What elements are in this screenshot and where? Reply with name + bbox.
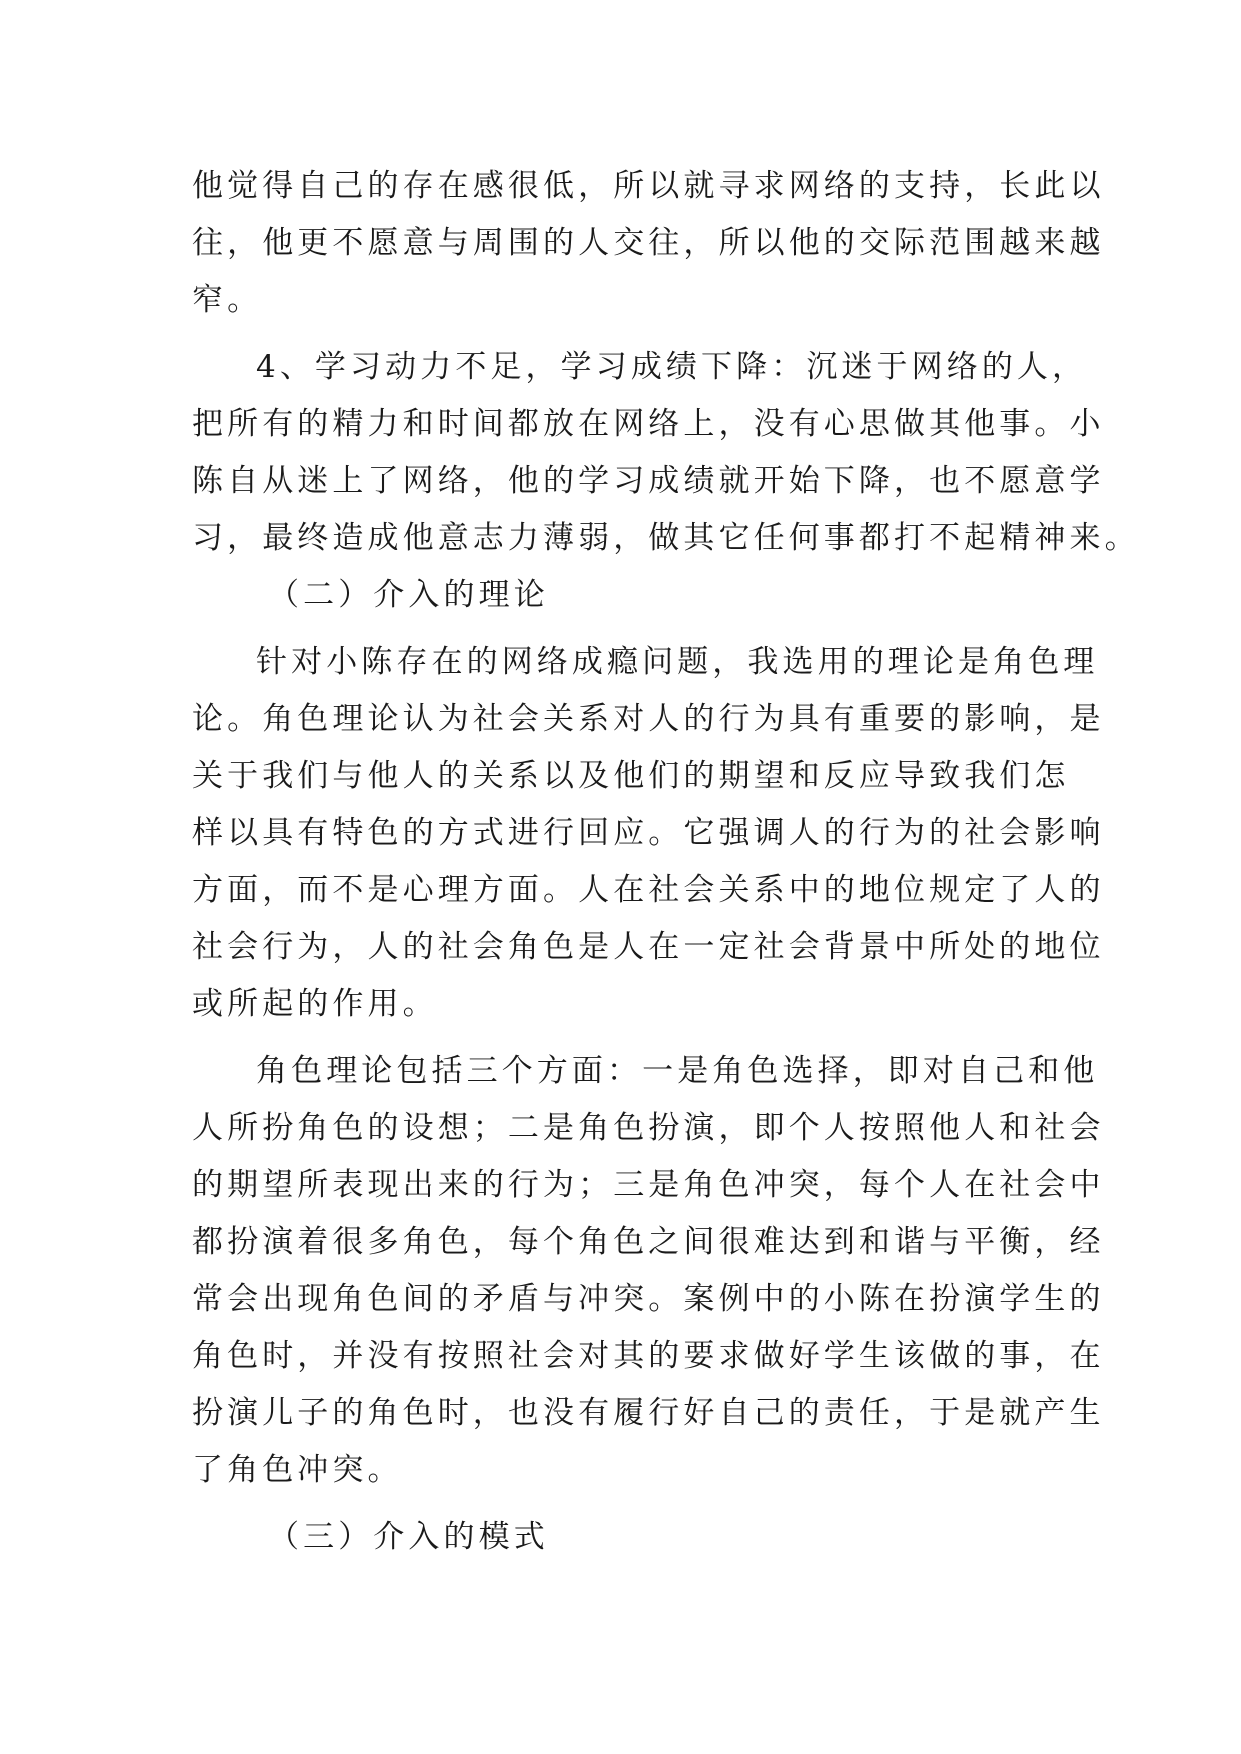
text-line: 或所起的作用。	[192, 986, 438, 1022]
text-line: 常会出现角色间的矛盾与冲突。案例中的小陈在扮演学生的	[192, 1281, 1105, 1317]
text-line: 关于我们与他人的关系以及他们的期望和反应导致我们怎	[192, 758, 1070, 794]
text-line: 人所扮角色的设想；二是角色扮演，即个人按照他人和社会	[192, 1110, 1105, 1146]
text-line: 的期望所表现出来的行为；三是角色冲突，每个人在社会中	[192, 1167, 1105, 1203]
text-line: 扮演儿子的角色时，也没有履行好自己的责任，于是就产生	[192, 1395, 1105, 1431]
text-line: 了角色冲突。	[192, 1452, 403, 1488]
text-line: 把所有的精力和时间都放在网络上，没有心思做其他事。小	[192, 406, 1105, 442]
paragraph-first-line: 角色理论包括三个方面：一是角色选择，即对自己和他	[256, 1053, 1099, 1089]
section-heading: （二）介入的理论	[268, 577, 549, 613]
text-line: 论。角色理论认为社会关系对人的行为具有重要的影响，是	[192, 701, 1105, 737]
text-line: 都扮演着很多角色，每个角色之间很难达到和谐与平衡，经	[192, 1224, 1105, 1260]
text-line: 窄。	[192, 282, 263, 318]
text-line: 样以具有特色的方式进行回应。它强调人的行为的社会影响	[192, 815, 1105, 851]
text-line: 习，最终造成他意志力薄弱，做其它任何事都打不起精神来。	[192, 520, 1140, 556]
text-line: 方面，而不是心理方面。人在社会关系中的地位规定了人的	[192, 872, 1105, 908]
text-line: 陈自从迷上了网络，他的学习成绩就开始下降，也不愿意学	[192, 463, 1105, 499]
paragraph-first-line: 针对小陈存在的网络成瘾问题，我选用的理论是角色理	[256, 644, 1099, 680]
text-line: 往，他更不愿意与周围的人交往，所以他的交际范围越来越	[192, 225, 1105, 261]
paragraph-first-line: 4、学习动力不足，学习成绩下降：沉迷于网络的人，	[256, 349, 1088, 385]
text-line: 他觉得自己的存在感很低，所以就寻求网络的支持，长此以	[192, 168, 1105, 204]
text-line: 社会行为，人的社会角色是人在一定社会背景中所处的地位	[192, 929, 1105, 965]
section-heading: （三）介入的模式	[268, 1519, 549, 1555]
document-body	[192, 158, 1140, 1566]
text-line: 角色时，并没有按照社会对其的要求做好学生该做的事，在	[192, 1338, 1105, 1374]
